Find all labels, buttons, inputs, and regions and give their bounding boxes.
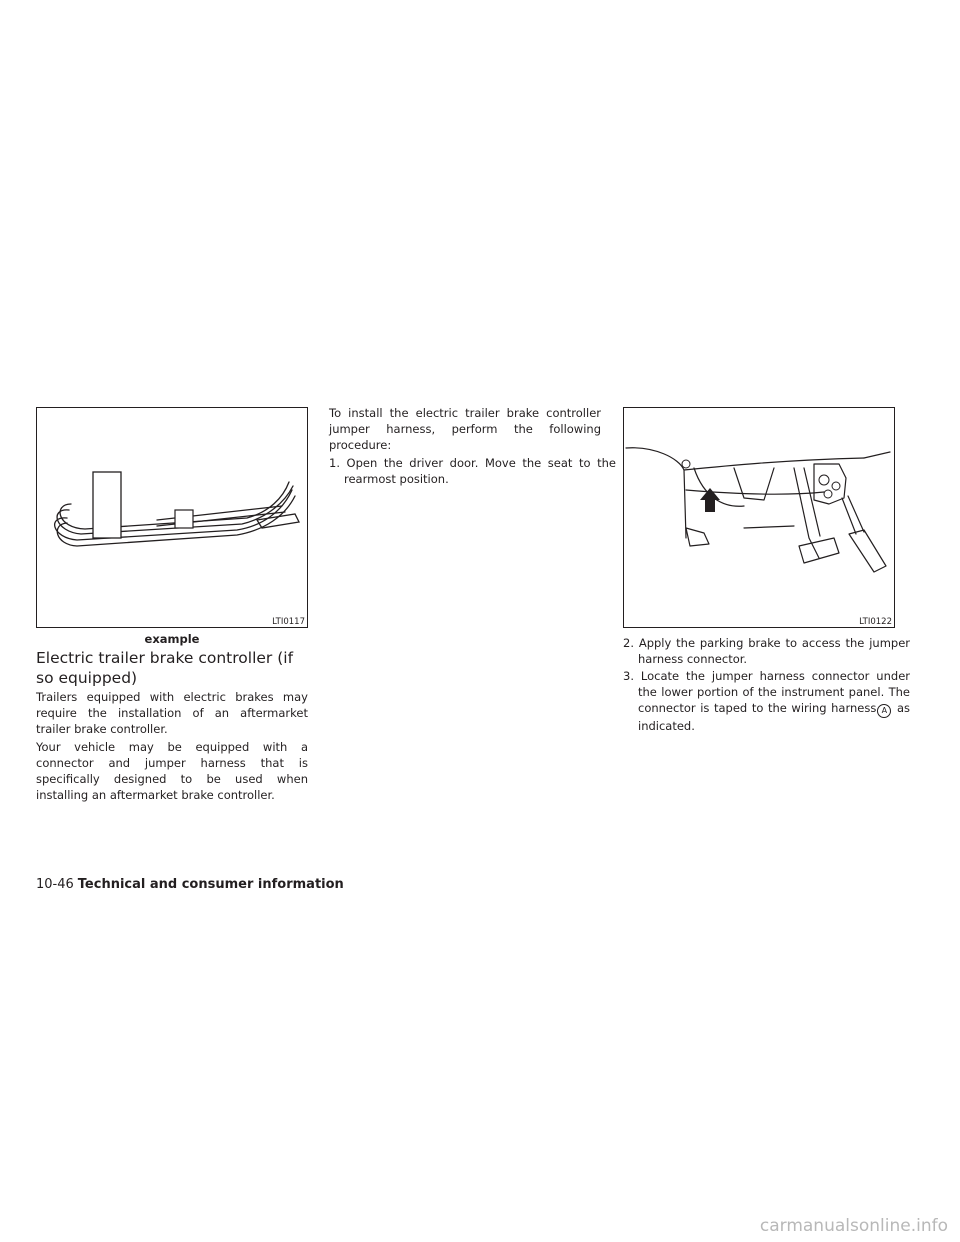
jumper-harness-illustration bbox=[37, 408, 307, 627]
footwell-illustration bbox=[624, 408, 894, 627]
chapter-title: Technical and consumer information bbox=[77, 877, 344, 892]
figure-caption: example bbox=[144, 632, 200, 646]
watermark: carmanualsonline.info bbox=[759, 1216, 948, 1236]
step-2: 2. Apply the parking brake to access the jumper harness connector. bbox=[623, 636, 910, 666]
section-heading bbox=[36, 648, 316, 688]
step-3-text: 3. Locate the jumper harness connector under the lower portion of the instrument panel. The connector is taped to the wiring harness bbox=[623, 669, 910, 715]
figure-code: LTI0117 bbox=[272, 617, 305, 627]
paragraph-trailers: Trailers equipped with electric brakes may require the installation of an aftermarket trailer brake controller. bbox=[36, 690, 308, 736]
step-1: 1. Open the driver door. Move the seat to the rearmost position. bbox=[329, 456, 616, 486]
page-number: 10-46 bbox=[36, 877, 74, 892]
footwell-figure bbox=[623, 407, 895, 628]
paragraph-install-intro: To install the electric trailer brake controller jumper harness, perform the following procedure: bbox=[329, 406, 601, 452]
marker-a-icon: A bbox=[877, 704, 891, 718]
figure-code: LTI0122 bbox=[859, 617, 892, 627]
heading-line-2: so equipped) bbox=[36, 669, 138, 687]
step-3-tail: as indicated. bbox=[638, 701, 910, 733]
step-3 bbox=[623, 668, 910, 734]
harness-figure bbox=[36, 407, 308, 628]
heading-line-1: Electric trailer brake controller (if bbox=[36, 649, 294, 667]
paragraph-vehicle: Your vehicle may be equipped with a connector and jumper harness that is specifically designed to be used when installing an aftermarket brake controller. bbox=[36, 740, 308, 802]
page-footer bbox=[36, 877, 344, 893]
